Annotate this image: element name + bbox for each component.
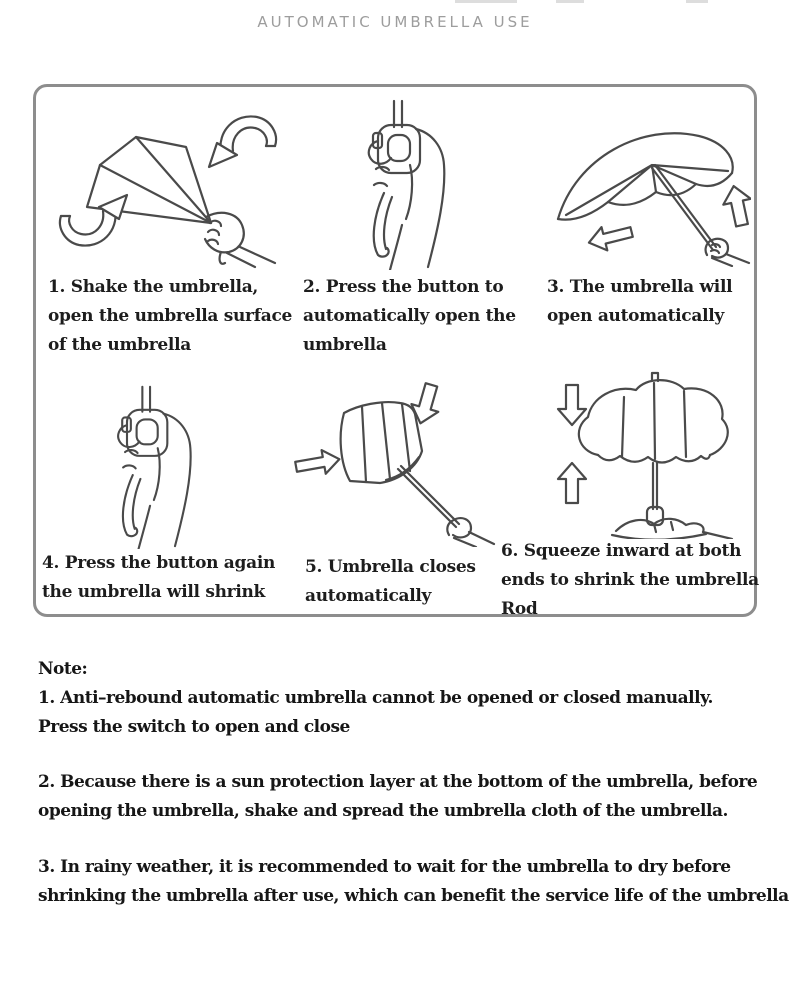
step4-caption: [42, 549, 275, 607]
caption-line: open automatically: [547, 306, 724, 326]
step1-illustration: [43, 97, 293, 269]
caption-line: automatically open the: [303, 306, 516, 326]
up-arrow-icon: [558, 463, 586, 503]
note-line: Press the switch to open and close: [38, 717, 350, 737]
caption-line: Rod: [501, 599, 538, 619]
top-cutoff-mark: [455, 0, 517, 3]
step2-caption: [303, 273, 516, 360]
hand-press-button-icon: [318, 95, 488, 270]
open-umbrella-icon: [536, 97, 751, 267]
step3-caption: [547, 273, 732, 331]
note-line: 2. Because there is a sun protection layer at the bottom of the umbrella, before: [38, 772, 758, 792]
step1-caption: [48, 273, 292, 360]
step6-caption: [501, 537, 759, 624]
folded-umbrella-shake-icon: [43, 97, 293, 269]
squeeze-umbrella-rod-icon: [506, 367, 756, 539]
caption-line: 3. The umbrella will: [547, 277, 733, 297]
notes-heading: Note:: [38, 659, 88, 679]
caption-line: 5. Umbrella closes: [305, 557, 476, 577]
caption-line: the umbrella will shrink: [42, 582, 266, 602]
caption-line: umbrella: [303, 335, 387, 355]
closing-umbrella-icon: [286, 367, 501, 547]
step6-illustration: [506, 367, 756, 539]
top-cutoff-mark: [686, 0, 708, 3]
left-arrow-icon: [586, 220, 634, 254]
caption-line: ends to shrink the umbrella: [501, 570, 759, 590]
instruction-steps-panel: [33, 84, 757, 617]
hand-press-button-icon: [66, 381, 236, 549]
note-line: shrinking the umbrella after use, which can benefit the service life of the umbrella: [38, 886, 789, 906]
step4-illustration: [66, 381, 236, 549]
note-line: 1. Anti–rebound automatic umbrella cannot be opened or closed manually.: [38, 688, 713, 708]
step5-caption: [305, 553, 476, 611]
down-arrow-icon: [558, 385, 586, 425]
step2-illustration: [318, 95, 488, 270]
note-item-3: [38, 853, 789, 911]
step3-illustration: [536, 97, 751, 267]
down-arrow-icon: [407, 381, 445, 427]
up-arrow-icon: [720, 183, 751, 228]
caption-line: open the umbrella surface: [48, 306, 293, 326]
caption-line: of the umbrella: [48, 335, 191, 355]
page-title: AUTOMATIC UMBRELLA USE: [257, 13, 533, 31]
right-arrow-icon: [294, 447, 341, 478]
step5-illustration: [286, 367, 501, 547]
note-item-1: [38, 684, 713, 742]
caption-line: automatically: [305, 586, 432, 606]
top-cutoff-mark: [556, 0, 584, 3]
caption-line: 6. Squeeze inward at both: [501, 541, 742, 561]
caption-line: 4. Press the button again: [42, 553, 276, 573]
caption-line: 1. Shake the umbrella,: [48, 277, 259, 297]
note-line: 3. In rainy weather, it is recommended to wait for the umbrella to dry before: [38, 857, 731, 877]
note-item-2: [38, 768, 757, 826]
note-line: opening the umbrella, shake and spread the umbrella cloth of the umbrella.: [38, 801, 728, 821]
caption-line: 2. Press the button to: [303, 277, 504, 297]
